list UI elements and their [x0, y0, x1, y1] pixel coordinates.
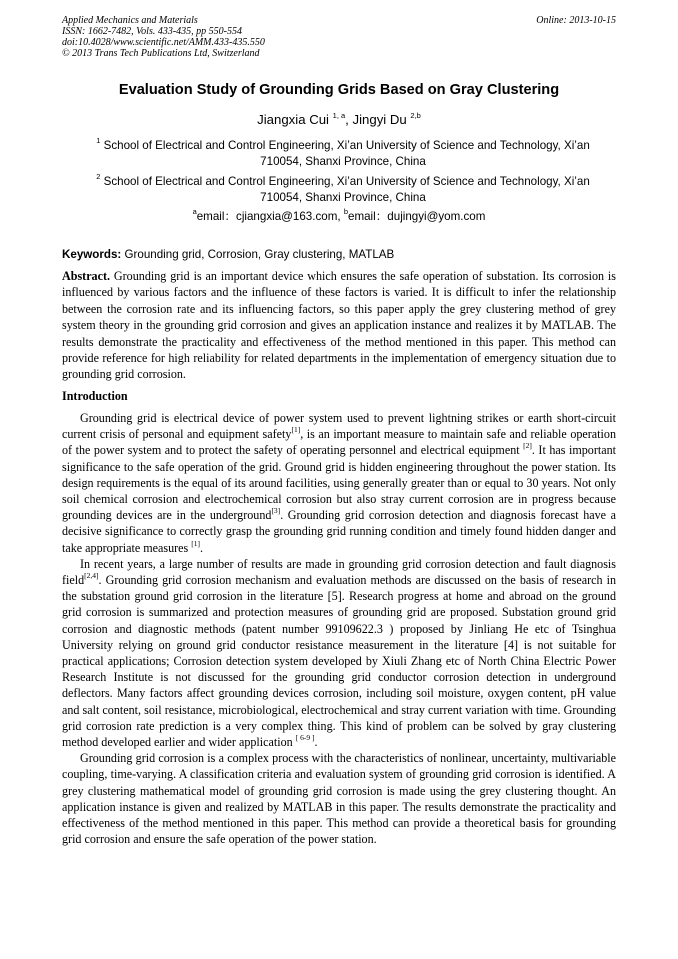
email-a: email：cjiangxia@163.com, [196, 210, 344, 223]
journal-name: Applied Mechanics and Materials [62, 15, 198, 26]
keywords-text: Grounding grid, Corrosion, Gray clustering, MATLAB [121, 248, 395, 261]
doi-line: doi:10.4028/www.scientific.net/AMM.433-435.550 [62, 37, 265, 48]
email-b: email：dujingyi@yom.com [348, 210, 486, 223]
text-run: . It has important significance to the safe operation of the grid. Ground grid is hidden engineering throughout the power station. Its design requirements is the equal of its around facilities, using generally greater than or equal to 30 years. Not only soil chemical corrosion and electrochemical corrosion but also stray current corrosion are in progress because grounding devices are in the underground [62, 443, 617, 523]
author-1-name: Jiangxia Cui [257, 112, 329, 127]
citation: [ 6-9 ] [295, 733, 315, 743]
text-run: . Grounding grid corrosion detection and diagnosis forecast have a decisive significance to correctly grasp the grounding grid running condition and timely found hidden danger and take appropriate measures [62, 508, 616, 555]
text-run: Grounding grid is electrical device of power system used to prevent lightning strikes or earth short-circuit current crisis of personal and equipment safety [62, 411, 616, 442]
abstract [62, 268, 616, 383]
author-line [62, 112, 616, 127]
abstract-text: Grounding grid is an important device which ensures the safe operation of substation. Its corrosion is influenced by various factors and the influence of these factors is varied. It is difficult to infer the relationship between the corrosion rate and its influencing factors, so this paper apply the grey clustering method of grey system theory in the grounding grid corrosion and gives an application instance and realizes it by MATLAB. The results demonstrate the practicality and effectiveness of the method mentioned in this paper. This method can provide reference for high reliability for related departments in the implementation of emergency situation due to grounding grid corrosion. [62, 269, 616, 382]
introduction-heading: Introduction [62, 389, 128, 403]
author-1-sup: 1, a [332, 110, 346, 120]
text-run: . [200, 540, 204, 555]
email-b-sup: b [343, 207, 348, 217]
text-run: , is an important measure to maintain safe and reliable operation of the power system and to protect the safety of operating personnel and electrical equipment [62, 427, 616, 458]
author-separator: , [345, 112, 353, 127]
citation: [2] [523, 441, 532, 451]
author-2-sup: 2,b [410, 110, 421, 120]
email-a-sup: a [192, 207, 197, 217]
intro-paragraph-3: Grounding grid corrosion is a complex process with the characteristics of nonlinear, uncertainty, multivariable coupling, time-varying. A classification criteria and evaluation system of grounding grid corrosion is identified. A grey clustering mathematical model of grounding grid corrosion is made using the grey clustering thought. An application instance is given and realized by MATLAB in this paper. The results demonstrate the practicality and effectiveness of the method mentioned in this paper. This method can provide a theoretical basis for grounding grid corrosion and ensure the safe operation of the power station. [62, 751, 616, 847]
citation: [3] [271, 506, 281, 516]
email-line [62, 208, 616, 224]
citation: [1] [291, 425, 301, 435]
author-2-name: Jingyi Du [352, 112, 407, 127]
affiliation-2-line2: 710054, Shanxi Province, China [260, 191, 426, 204]
text-run: . Grounding grid corrosion mechanism and evaluation methods are discussed on the basis of research in the substation ground grid corrosion in the literature [5]. Research progress at home and abroad on the ground grid corrosion is summarized and protection measures of grounding grid are proposed. Substation ground grid corrosion and diagnostic methods (patent number 99109622.3 ) proposed by Jinliang He etc of Tsinghua University relying on ground grid conductor resistance measurement in the literature [4] is not suitable for practical applications; Corrosion detection system developed by Xiuli Zhang etc of North China Electric Power Research Institute is not discussed for the grounding grid conductor corrosion detection in underground deflectors. Many factors affect grounding devices corrosion, including soil moisture, oxygen content, pH value and salt content, soil resistance, microbiological, electrochemical and stray current variation with time. Grounding grid corrosion rate prediction is a very complex thing. This kind of problem can be solved by gray clustering method developed earlier and wider application [62, 573, 616, 750]
affiliation-1-line1: School of Electrical and Control Engineering, Xi’an University of Science and Technology, Xi’an [103, 139, 590, 152]
introduction-body [62, 410, 616, 847]
affiliation-2 [70, 174, 616, 206]
online-date: Online: 2013-10-15 [536, 15, 616, 26]
text-run: . [314, 735, 318, 750]
copyright-line: © 2013 Trans Tech Publications Ltd, Switzerland [62, 48, 260, 59]
affiliation-1-num: 1 [96, 136, 101, 146]
intro-paragraph-2 [62, 556, 616, 750]
citation: [1] [191, 538, 201, 548]
paper-title: Evaluation Study of Grounding Grids Based on Gray Clustering [118, 82, 560, 98]
keywords [62, 248, 616, 261]
affiliation-2-num: 2 [96, 172, 101, 182]
issn-line: ISSN: 1662-7482, Vols. 433-435, pp 550-554 [62, 26, 242, 37]
journal-header [62, 15, 616, 59]
affiliation-1-line2: 710054, Shanxi Province, China [260, 155, 426, 168]
text-run: In recent years, a large number of results are made in grounding grid corrosion detection and fault diagnosis field [62, 556, 616, 588]
affiliation-2-line1: School of Electrical and Control Engineering, Xi’an University of Science and Technology, Xi’an [103, 175, 590, 188]
abstract-label: Abstract. [62, 269, 111, 283]
intro-paragraph-1 [62, 410, 616, 556]
keywords-label: Keywords: [62, 248, 122, 261]
affiliation-1 [70, 138, 616, 170]
citation: [2,4] [84, 571, 99, 580]
